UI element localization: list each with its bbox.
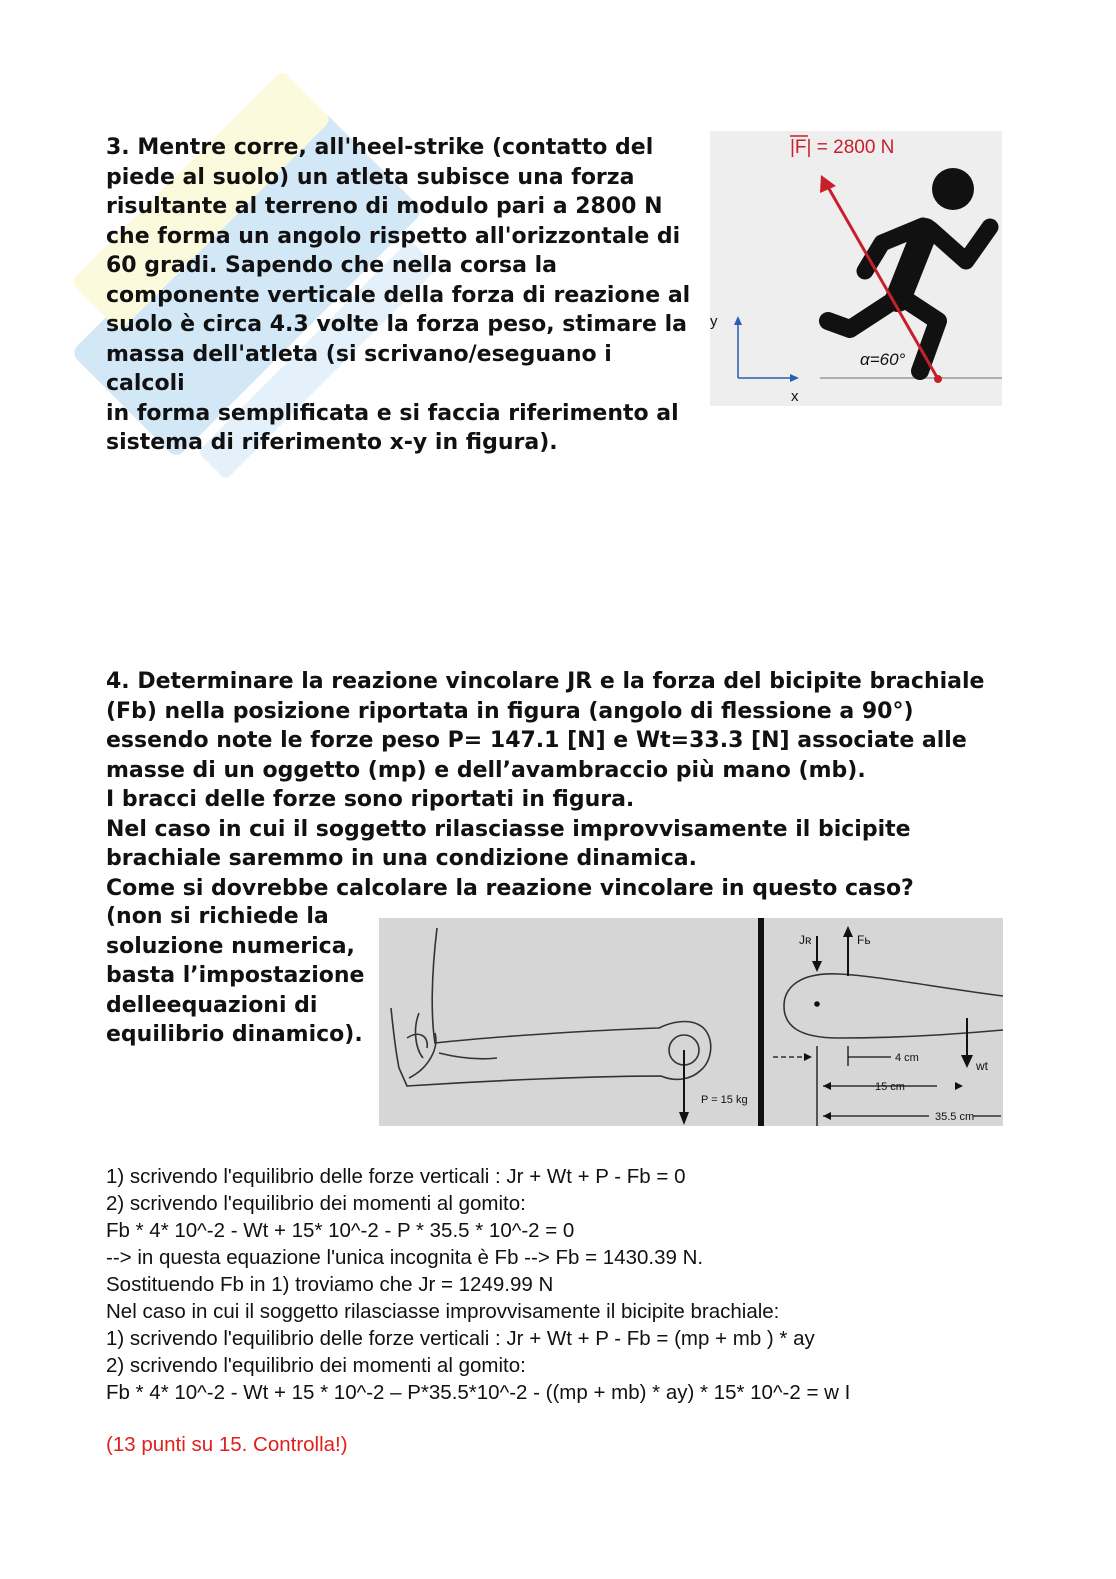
dim-4cm-label: 4 cm xyxy=(895,1052,919,1064)
q4-line: masse di un oggetto (mp) e dell’avambraccio più mano (mb). xyxy=(106,757,866,783)
x-axis-label: x xyxy=(791,388,799,405)
runner-force-figure xyxy=(710,131,1002,406)
question-3-text xyxy=(106,133,696,458)
q3-line: massa dell'atleta (si scrivano/eseguano i calcoli xyxy=(106,341,612,396)
dim-35-5cm-label: 35.5 cm xyxy=(935,1111,975,1123)
score-note: (13 punti su 15. Controlla!) xyxy=(106,1433,348,1456)
answer-line: 1) scrivendo l'equilibrio delle forze verticali : Jr + Wt + P - Fb = (mp + mb ) * ay xyxy=(106,1327,815,1350)
answer-line: Fb * 4* 10^-2 - Wt + 15 * 10^-2 – P*35.5*10^-2 - ((mp + mb) * ay) * 15* 10^-2 = w I xyxy=(106,1381,851,1404)
q4-note-line: soluzione numerica, xyxy=(106,933,355,959)
q3-line: 3. Mentre corre, all'heel-strike (contatto del xyxy=(106,135,654,160)
weight-label: P = 15 kg xyxy=(701,1094,748,1106)
answer-line: Fb * 4* 10^-2 - Wt + 15* 10^-2 - P * 35.5 * 10^-2 = 0 xyxy=(106,1219,575,1242)
answer-line: Nel caso in cui il soggetto rilasciasse improvvisamente il bicipite brachiale: xyxy=(106,1300,780,1323)
fb-label: Fь xyxy=(857,933,871,947)
q4-note-line: delleequazioni di xyxy=(106,992,318,1018)
q3-line: 60 gradi. Sapendo che nella corsa la xyxy=(106,253,558,278)
forearm-lever-figure xyxy=(379,918,1003,1126)
angle-label: α=60° xyxy=(860,350,906,369)
q4-note-line: basta l’impostazione xyxy=(106,963,365,988)
answer-line: 2) scrivendo l'equilibrio dei momenti al gomito: xyxy=(106,1192,526,1215)
force-application-point xyxy=(934,375,942,383)
q4-line: (Fb) nella posizione riportata in figura (angolo di flessione a 90°) xyxy=(106,698,914,724)
question-4-note xyxy=(106,902,376,1050)
answer-line: Sostituendo Fb in 1) troviamo che Jr = 1249.99 N xyxy=(106,1273,554,1296)
wt-label: wt xyxy=(976,1059,988,1073)
q3-line: risultante al terreno di modulo pari a 2800 N xyxy=(106,194,663,219)
q4-line: essendo note le forze peso P= 147.1 [N] e Wt=33.3 [N] associate alle xyxy=(106,728,967,753)
answer-line: 1) scrivendo l'equilibrio delle forze verticali : Jr + Wt + P - Fb = 0 xyxy=(106,1165,686,1188)
y-axis-label: y xyxy=(710,313,718,330)
dim-15cm-label: 15 cm xyxy=(875,1081,905,1093)
answer-line: --> in questa equazione l'unica incognita è Fb --> Fb = 1430.39 N. xyxy=(106,1246,704,1269)
q4-line: brachiale saremmo in una condizione dinamica. xyxy=(106,846,697,871)
q3-line: suolo è circa 4.3 volte la forza peso, stimare la xyxy=(106,312,687,337)
q3-line: piede al suolo) un atleta subisce una forza xyxy=(106,164,635,190)
panel-divider xyxy=(758,918,764,1126)
q3-line: componente verticale della forza di reazione al xyxy=(106,282,691,308)
answer-line: 2) scrivendo l'equilibrio dei momenti al gomito: xyxy=(106,1354,526,1377)
q3-line: sistema di riferimento x-y in figura). xyxy=(106,430,558,455)
q4-note-line: (non si richiede la xyxy=(106,904,329,929)
jr-label: Jʀ xyxy=(799,933,812,947)
q3-line: che forma un angolo rispetto all'orizzontale di xyxy=(106,223,681,249)
answer-text xyxy=(106,1163,1046,1406)
q4-note-line: equilibrio dinamico). xyxy=(106,1022,363,1047)
q4-line: Nel caso in cui il soggetto rilasciasse improvvisamente il bicipite xyxy=(106,816,911,842)
q4-line: I bracci delle forze sono riportati in figura. xyxy=(106,787,635,812)
elbow-joint-point xyxy=(814,1001,820,1007)
question-4-text xyxy=(106,667,1006,903)
q4-line: 4. Determinare la reazione vincolare JR e la forza del bicipite brachiale xyxy=(106,669,985,694)
q4-line: Come si dovrebbe calcolare la reazione vincolare in questo caso? xyxy=(106,875,914,901)
force-magnitude-label: |F| = 2800 N xyxy=(790,137,895,158)
q3-line: in forma semplificata e si faccia riferimento al xyxy=(106,400,679,426)
